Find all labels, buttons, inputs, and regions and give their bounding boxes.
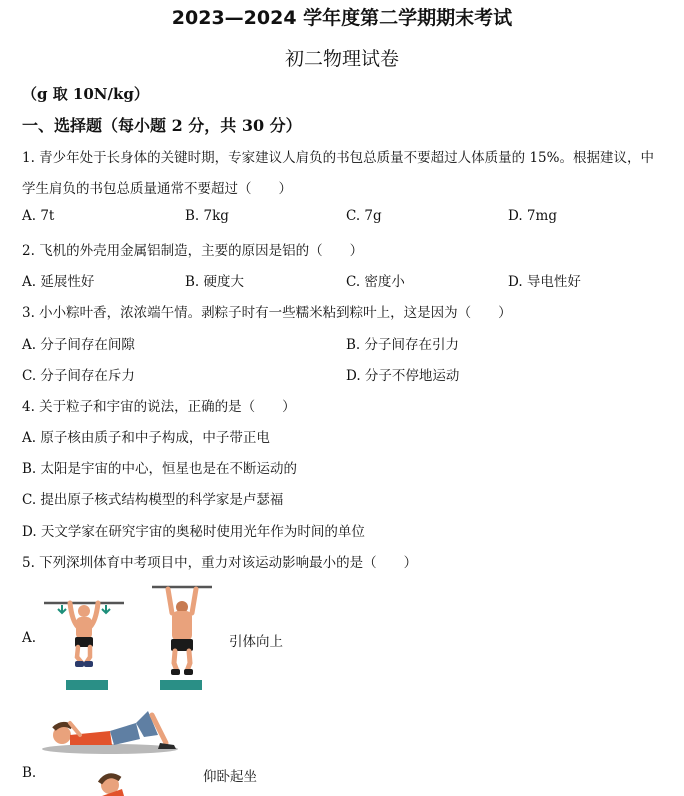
question-1-option-a: A. 7t [22, 208, 55, 224]
question-3-option-b: B. 分子间存在引力 [346, 337, 460, 353]
question-4-option-d: D. 天文学家在研究宇宙的奥秘时使用光年作为时间的单位 [22, 524, 365, 540]
question-2-option-d: D. 导电性好 [508, 274, 581, 290]
question-3-option-a: A. 分子间存在间隙 [22, 337, 135, 353]
question-3-option-d: D. 分子不停地运动 [346, 368, 460, 384]
question-2-option-c: C. 密度小 [346, 274, 405, 290]
question-1-option-d: D. 7mg [508, 208, 557, 224]
question-4-option-c: C. 提出原子核式结构模型的科学家是卢瑟福 [22, 492, 284, 508]
gravity-note: （g 取 10N/kg） [22, 85, 149, 103]
question-5-option-a-caption: 引体向上 [229, 634, 283, 650]
question-4-stem: 4. 关于粒子和宇宙的说法，正确的是（ ） [22, 399, 296, 415]
question-3-stem: 3. 小小粽叶香，浓浓端午情。剥粽子时有一些糯米粘到粽叶上，这是因为（ ） [22, 305, 512, 321]
pull-up-illustration-icon [40, 585, 220, 695]
question-5-option-b-caption: 仰卧起坐 [203, 769, 257, 785]
sit-up-illustration-icon [40, 705, 185, 796]
question-3-option-c: C. 分子间存在斥力 [22, 368, 135, 384]
question-2-option-a: A. 延展性好 [22, 274, 95, 290]
question-1-stem-line2: 学生肩负的书包总质量通常不要超过（ ） [22, 181, 292, 197]
question-2-stem: 2. 飞机的外壳用金属铝制造，主要的原因是铝的（ ） [22, 243, 364, 259]
question-5-option-b-letter: B. [22, 765, 37, 781]
question-1-option-b: B. 7kg [185, 208, 229, 224]
question-1-option-c: C. 7g [346, 208, 382, 224]
question-4-option-a: A. 原子核由质子和中子构成，中子带正电 [22, 430, 270, 446]
question-5-option-a-letter: A. [22, 630, 37, 646]
question-2-option-b: B. 硬度大 [185, 274, 245, 290]
question-4-option-b: B. 太阳是宇宙的中心，恒星也是在不断运动的 [22, 461, 298, 477]
exam-subtitle: 初二物理试卷 [284, 48, 399, 70]
section-heading: 一、选择题（每小题 2 分，共 30 分） [22, 116, 302, 135]
exam-title: 2023—2024 学年度第二学期期末考试 [171, 7, 513, 29]
question-5-stem: 5. 下列深圳体育中考项目中，重力对该运动影响最小的是（ ） [22, 555, 418, 571]
question-1-stem-line1: 1. 青少年处于长身体的关键时期，专家建议人肩负的书包总质量不要超过人体质量的 15%。根据建议，中 [22, 150, 654, 166]
